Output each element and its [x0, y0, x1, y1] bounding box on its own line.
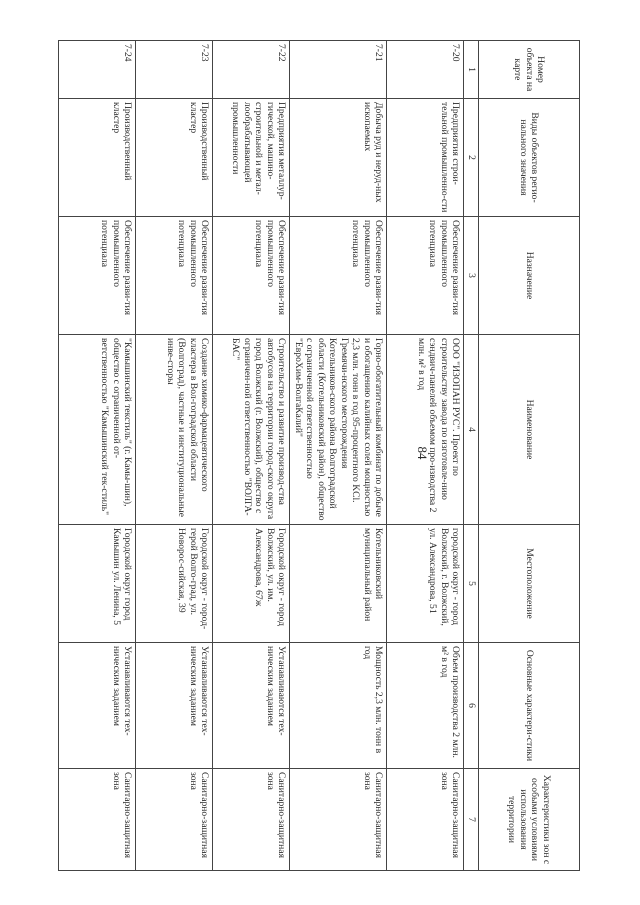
- regional-objects-table: [59, 40, 581, 871]
- cell-purpose: Обеспечение разви-тия промышленного потенциала: [290, 217, 387, 335]
- header-object-type: Виды объектов регио-нального значения: [479, 99, 580, 217]
- cell-location: Городской округ - город Волжский, ул. им. Александрова, 67ж: [213, 525, 290, 643]
- header-characteristics: Основные характери-стики: [479, 643, 580, 769]
- cell-object-number: 7-20: [387, 41, 464, 99]
- column-number: 1: [464, 41, 479, 99]
- table-row: [387, 41, 464, 871]
- cell-characteristics: Объем производства 2 млн. м² в год: [387, 643, 464, 769]
- table-row: [290, 41, 387, 871]
- cell-object-number: 7-23: [136, 41, 213, 99]
- page-number: 84: [415, 446, 431, 459]
- cell-object-type: Добыча руд и неруд-ных ископаемых: [290, 99, 387, 217]
- header-zone-characteristics: Характеристики зон с особыми условиями использования территории: [479, 769, 580, 871]
- column-number: 3: [464, 217, 479, 335]
- column-number-row: [464, 41, 479, 871]
- cell-location: городской округ - город Волжский, г. Волжский, ул. Александрова, 51: [387, 525, 464, 643]
- cell-location: Городской округ - город-герой Волго-град, ул. Новорос-сийская, 39: [136, 525, 213, 643]
- cell-purpose: Обеспечение разви-тия промышленного потенциала: [387, 217, 464, 335]
- cell-name: ООО "ИЗОПАН РУС". Проект по строительству завода по изготовле-нию сэндвич-панелей объемом про-изводства 2 млн. м² в год: [387, 335, 464, 525]
- cell-zones: Санитарно-защитная зона: [213, 769, 290, 871]
- cell-location: Котельниковский муниципальный район: [290, 525, 387, 643]
- column-number: 5: [464, 525, 479, 643]
- cell-name: Горно-обогатительный комбинат по добыче и обогащению калийных солей мощностью 2,3 млн. тонн в год 95-процентного KCl. Гремячи-нского месторождения Котельников-ского района Волгоградской области (Котельниковский район), общество с ограниченной ответственностью "ЕвроХим-ВолгаКалий": [290, 335, 387, 525]
- header-location: Местоположение: [479, 525, 580, 643]
- cell-object-number: 7-22: [213, 41, 290, 99]
- cell-location: Городской округ город Камышин ул. Ленина, 5: [59, 525, 136, 643]
- cell-name: "Камышинский текстиль" (г. Камы-шин), общество с ограниченной от-ветственностью "Камышинский тек-стиль": [59, 335, 136, 525]
- cell-object-type: Предприятия строи-тельной промышленно-сти: [387, 99, 464, 217]
- cell-name: Создание химико-фармацевтического кластера в Вол-гоградской области (Волгоград), частные и институциональные инве-сторы: [136, 335, 213, 525]
- column-number: 2: [464, 99, 479, 217]
- rotated-table-wrapper: [100, 40, 580, 870]
- table-row: [136, 41, 213, 871]
- cell-zones: Санитарно-защитная зона: [136, 769, 213, 871]
- cell-object-type: Производственный кластер: [136, 99, 213, 217]
- header-object-number: Номер объекта на карте: [479, 41, 580, 99]
- cell-object-number: 7-21: [290, 41, 387, 99]
- header-name: Наименование: [479, 335, 580, 525]
- cell-purpose: Обеспечение разви-тия промышленного потенциала: [136, 217, 213, 335]
- cell-zones: Санитарно-защитная зона: [290, 769, 387, 871]
- header-purpose: Назначение: [479, 217, 580, 335]
- cell-characteristics: Устанавливаются тех-ническим заданием: [213, 643, 290, 769]
- cell-characteristics: Устанавливаются тех-ническим заданием: [136, 643, 213, 769]
- table-row: [213, 41, 290, 871]
- column-number: 4: [464, 335, 479, 525]
- cell-zones: Санитарно-защитная зона: [387, 769, 464, 871]
- cell-name: Строительство и развитие производ-ства автобусов на территории город-ского округа город Волжский (г. Волжский), общество с ограничен-ной ответственностью "ВОЛГА-БАС": [213, 335, 290, 525]
- cell-purpose: Обеспечение разви-тия промышленного потенциала: [213, 217, 290, 335]
- column-number: 6: [464, 643, 479, 769]
- cell-characteristics: Мощность 2,3 млн. тонн в год: [290, 643, 387, 769]
- cell-zones: Санитарно-защитная зона: [59, 769, 136, 871]
- column-number: 7: [464, 769, 479, 871]
- table-header-row: [479, 41, 580, 871]
- cell-object-type: Производственный кластер: [59, 99, 136, 217]
- cell-object-number: 7-24: [59, 41, 136, 99]
- cell-characteristics: Устанавливаются тех-ническим заданием: [59, 643, 136, 769]
- cell-object-type: Предприятия металлур-гической, машино-строительной и метал-лообрабатывающей промышленности: [213, 99, 290, 217]
- table-row: [59, 41, 136, 871]
- cell-purpose: Обеспечение разви-тия промышленного потенциала: [59, 217, 136, 335]
